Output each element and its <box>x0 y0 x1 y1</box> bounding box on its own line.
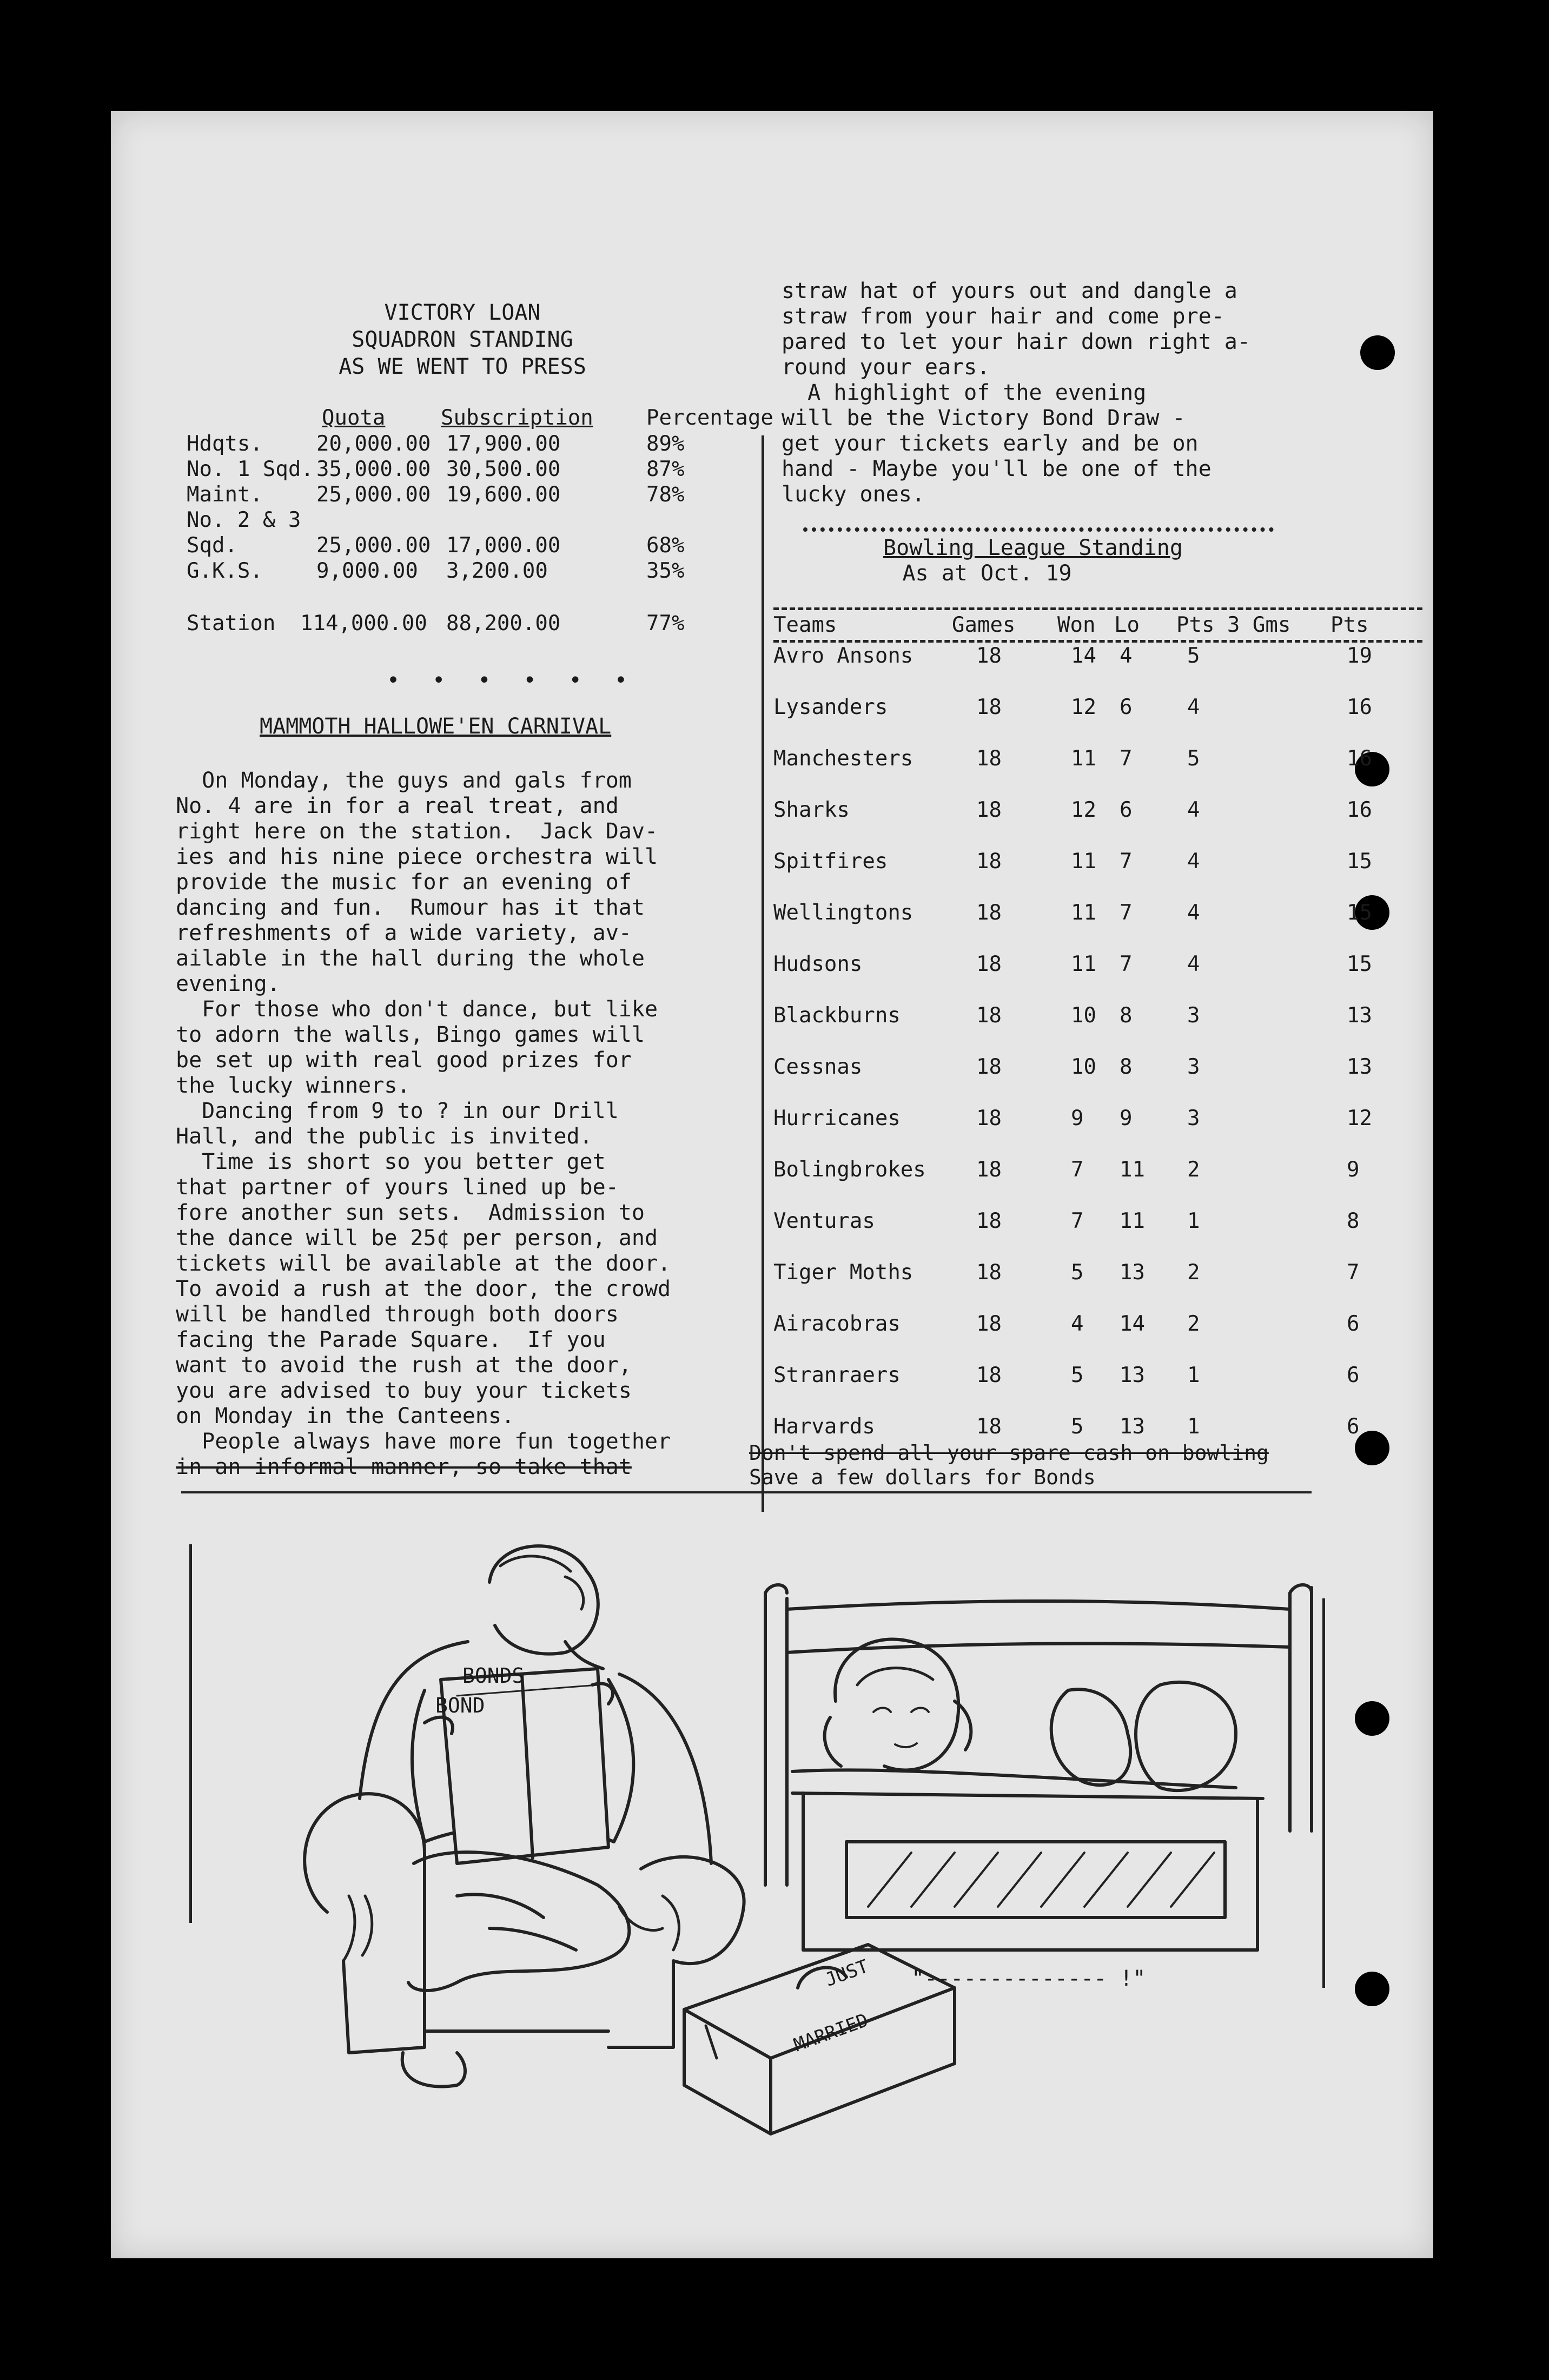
team-won: 7 <box>1071 1158 1084 1182</box>
article-line: that partner of yours lined up be- <box>176 1175 619 1200</box>
article-line: Hall, and the public is invited. <box>176 1124 593 1149</box>
team-games: 18 <box>976 1055 1002 1079</box>
team-pts3: 2 <box>1187 1260 1200 1285</box>
team-lost: 9 <box>1120 1106 1133 1130</box>
article-line: the lucky winners. <box>176 1073 411 1098</box>
loan-quota: 25,000.00 <box>316 482 431 507</box>
header-teams: Teams <box>773 613 837 637</box>
team-games: 18 <box>976 1106 1002 1130</box>
loan-unit: G.K.S. <box>187 559 263 583</box>
table-rule <box>773 607 1422 610</box>
article-line: the dance will be 25¢ per person, and <box>176 1226 658 1251</box>
team-lost: 13 <box>1120 1260 1145 1285</box>
loan-subscription: 3,200.00 <box>446 559 548 583</box>
loan-percentage: 78% <box>646 482 685 507</box>
article-line: want to avoid the rush at the door, <box>176 1353 632 1378</box>
article-line: in an informal manner, so take that <box>176 1455 632 1479</box>
team-games: 18 <box>976 1003 1002 1028</box>
article-line: to adorn the walls, Bingo games will <box>176 1022 645 1047</box>
header-quota: Quota <box>322 406 386 430</box>
team-lost: 13 <box>1120 1363 1145 1387</box>
article-line: dancing and fun. Rumour has it that <box>176 895 645 920</box>
newsletter-page <box>111 111 1433 2258</box>
team-pts: 8 <box>1347 1209 1360 1233</box>
loan-quota: 20,000.00 <box>316 432 431 456</box>
team-pts3: 4 <box>1187 695 1200 719</box>
loan-quota: 9,000.00 <box>316 559 418 583</box>
header-percentage: Percentage <box>646 406 773 430</box>
loan-percentage: 89% <box>646 432 685 456</box>
team-pts: 13 <box>1347 1003 1372 1028</box>
article-line: A highlight of the evening <box>782 380 1147 405</box>
team-lost: 7 <box>1120 746 1133 771</box>
header-won: Won <box>1057 613 1096 637</box>
team-won: 5 <box>1071 1363 1084 1387</box>
team-pts: 16 <box>1347 746 1372 771</box>
team-games: 18 <box>976 798 1002 822</box>
loan-unit: Hdqts. <box>187 432 263 456</box>
bowling-footer-line: Don't spend all your spare cash on bowling <box>749 1441 1269 1465</box>
punch-hole <box>1355 1972 1389 2006</box>
article-line: hand - Maybe you'll be one of the <box>782 457 1212 481</box>
team-pts3: 4 <box>1187 952 1200 976</box>
team-won: 11 <box>1071 849 1096 874</box>
article-line: ailable in the hall during the whole <box>176 946 645 971</box>
team-pts: 9 <box>1347 1158 1360 1182</box>
article-line: tickets will be available at the door. <box>176 1251 671 1276</box>
loan-percentage: 77% <box>646 611 685 636</box>
team-name: Wellingtons <box>773 901 913 925</box>
article-line: For those who don't dance, but like <box>176 997 658 1022</box>
loan-unit: Maint. <box>187 482 263 507</box>
article-line: On Monday, the guys and gals from <box>176 768 632 793</box>
article-line: Time is short so you better get <box>176 1149 606 1174</box>
article-line: Dancing from 9 to ? in our Drill <box>176 1099 619 1123</box>
article-line: To avoid a rush at the door, the crowd <box>176 1277 671 1301</box>
team-name: Hurricanes <box>773 1106 901 1130</box>
loan-quota: 35,000.00 <box>316 457 431 481</box>
loan-percentage: 35% <box>646 559 685 583</box>
article-line: straw from your hair and come pre- <box>782 304 1224 329</box>
team-pts: 15 <box>1347 952 1372 976</box>
team-pts3: 4 <box>1187 798 1200 822</box>
team-lost: 6 <box>1120 798 1133 822</box>
team-name: Bolingbrokes <box>773 1158 926 1182</box>
team-pts: 16 <box>1347 798 1372 822</box>
team-games: 18 <box>976 695 1002 719</box>
punch-hole <box>1355 1701 1389 1736</box>
team-won: 12 <box>1071 695 1096 719</box>
team-name: Harvards <box>773 1414 875 1439</box>
team-games: 18 <box>976 1363 1002 1387</box>
team-pts: 6 <box>1347 1414 1360 1439</box>
article-line: evening. <box>176 971 280 996</box>
column-divider <box>762 435 764 1512</box>
team-name: Avro Ansons <box>773 644 913 668</box>
loan-unit: No. 2 & 3 <box>187 508 301 532</box>
team-lost: 7 <box>1120 849 1133 874</box>
loan-subscription: 88,200.00 <box>446 611 561 636</box>
loan-unit: Sqd. <box>187 533 237 558</box>
team-pts: 15 <box>1347 901 1372 925</box>
loan-title-line: VICTORY LOAN <box>384 300 541 325</box>
loan-title-line: AS WE WENT TO PRESS <box>339 354 586 379</box>
article-line: get your tickets early and be on <box>782 431 1199 456</box>
team-pts: 12 <box>1347 1106 1372 1130</box>
cartoon-caption: "-------------- !" <box>911 1966 1146 1991</box>
team-lost: 4 <box>1120 644 1133 668</box>
team-won: 12 <box>1071 798 1096 822</box>
loan-subscription: 19,600.00 <box>446 482 561 507</box>
article-line: will be handled through both doors <box>176 1302 619 1327</box>
loan-percentage: 87% <box>646 457 685 481</box>
header-subscription: Subscription <box>441 406 593 430</box>
bowling-subtitle: As at Oct. 19 <box>902 561 1072 586</box>
cartoon-frame-left <box>189 1544 192 1923</box>
team-won: 9 <box>1071 1106 1084 1130</box>
team-games: 18 <box>976 1312 1002 1336</box>
team-lost: 11 <box>1120 1209 1145 1233</box>
team-won: 11 <box>1071 952 1096 976</box>
article-line: facing the Parade Square. If you <box>176 1327 606 1352</box>
team-lost: 8 <box>1120 1003 1133 1028</box>
team-pts3: 2 <box>1187 1158 1200 1182</box>
punch-hole <box>1355 1431 1389 1465</box>
article-line: on Monday in the Canteens. <box>176 1404 515 1429</box>
dot-separator: • • • • • • <box>387 668 637 693</box>
suitcase-text: MARRIED <box>791 2009 871 2057</box>
team-pts3: 1 <box>1187 1209 1200 1233</box>
team-pts3: 2 <box>1187 1312 1200 1336</box>
loan-unit: No. 1 Sqd. <box>187 457 314 481</box>
bowling-footer-line: Save a few dollars for Bonds <box>749 1465 1096 1489</box>
team-name: Lysanders <box>773 695 888 719</box>
section-divider <box>181 1491 1312 1493</box>
dot-separator <box>803 527 1274 532</box>
article-line: provide the music for an evening of <box>176 870 632 895</box>
header-pts3: Pts 3 Gms <box>1176 613 1291 637</box>
team-games: 18 <box>976 644 1002 668</box>
team-name: Cessnas <box>773 1055 863 1079</box>
team-lost: 13 <box>1120 1414 1145 1439</box>
team-pts3: 3 <box>1187 1106 1200 1130</box>
article-line: you are advised to buy your tickets <box>176 1378 632 1403</box>
newspaper-text: BONDS <box>462 1664 525 1688</box>
suitcase-text: JUST <box>822 1955 872 1991</box>
team-pts: 6 <box>1347 1312 1360 1336</box>
team-won: 14 <box>1071 644 1096 668</box>
punch-hole <box>1360 335 1395 370</box>
team-won: 11 <box>1071 901 1096 925</box>
article-line: pared to let your hair down right a- <box>782 329 1250 354</box>
team-name: Blackburns <box>773 1003 901 1028</box>
team-pts: 16 <box>1347 695 1372 719</box>
newspaper-text: BOND <box>435 1694 485 1717</box>
header-lost: Lo <box>1114 613 1140 637</box>
team-name: Hudsons <box>773 952 863 976</box>
team-pts: 7 <box>1347 1260 1360 1285</box>
article-line: No. 4 are in for a real treat, and <box>176 794 619 818</box>
team-games: 18 <box>976 1209 1002 1233</box>
article-line: People always have more fun together <box>176 1429 671 1454</box>
team-pts3: 5 <box>1187 746 1200 771</box>
team-lost: 7 <box>1120 901 1133 925</box>
loan-quota: 114,000.00 <box>300 611 427 636</box>
team-won: 4 <box>1071 1312 1084 1336</box>
header-pts: Pts <box>1330 613 1369 637</box>
article-line: be set up with real good prizes for <box>176 1048 632 1073</box>
team-games: 18 <box>976 901 1002 925</box>
article-line: ies and his nine piece orchestra will <box>176 844 658 869</box>
team-pts3: 3 <box>1187 1003 1200 1028</box>
team-name: Manchesters <box>773 746 913 771</box>
team-name: Stranraers <box>773 1363 901 1387</box>
team-games: 18 <box>976 746 1002 771</box>
team-pts3: 1 <box>1187 1414 1200 1439</box>
loan-percentage: 68% <box>646 533 685 558</box>
team-pts3: 5 <box>1187 644 1200 668</box>
article-line: right here on the station. Jack Dav- <box>176 819 658 844</box>
cartoon-woman-in-bed-illustration <box>749 1539 1333 1972</box>
article-line: lucky ones. <box>782 482 925 507</box>
team-name: Venturas <box>773 1209 875 1233</box>
team-name: Spitfires <box>773 849 888 874</box>
team-name: Tiger Moths <box>773 1260 913 1285</box>
team-pts: 6 <box>1347 1363 1360 1387</box>
team-pts3: 4 <box>1187 901 1200 925</box>
team-lost: 11 <box>1120 1158 1145 1182</box>
table-rule <box>773 640 1422 643</box>
team-pts3: 1 <box>1187 1363 1200 1387</box>
loan-quota: 25,000.00 <box>316 533 431 558</box>
team-games: 18 <box>976 1158 1002 1182</box>
loan-subscription: 30,500.00 <box>446 457 561 481</box>
team-won: 10 <box>1071 1055 1096 1079</box>
team-games: 18 <box>976 1414 1002 1439</box>
team-won: 5 <box>1071 1414 1084 1439</box>
article-line: refreshments of a wide variety, av- <box>176 921 632 946</box>
team-lost: 7 <box>1120 952 1133 976</box>
loan-title-line: SQUADRON STANDING <box>352 327 573 352</box>
team-pts: 13 <box>1347 1055 1372 1079</box>
team-games: 18 <box>976 952 1002 976</box>
team-pts3: 3 <box>1187 1055 1200 1079</box>
team-name: Sharks <box>773 798 850 822</box>
article-line: round your ears. <box>782 355 990 380</box>
loan-subscription: 17,900.00 <box>446 432 561 456</box>
bowling-title: Bowling League Standing <box>883 536 1183 560</box>
team-won: 11 <box>1071 746 1096 771</box>
team-pts: 19 <box>1347 644 1372 668</box>
header-games: Games <box>952 613 1016 637</box>
carnival-heading: MAMMOTH HALLOWE'EN CARNIVAL <box>260 714 612 739</box>
team-lost: 8 <box>1120 1055 1133 1079</box>
loan-subscription: 17,000.00 <box>446 533 561 558</box>
team-lost: 14 <box>1120 1312 1145 1336</box>
article-line: straw hat of yours out and dangle a <box>782 279 1237 303</box>
team-name: Airacobras <box>773 1312 901 1336</box>
team-pts3: 4 <box>1187 849 1200 874</box>
team-games: 18 <box>976 1260 1002 1285</box>
team-won: 5 <box>1071 1260 1084 1285</box>
team-pts: 15 <box>1347 849 1372 874</box>
loan-unit: Station <box>187 611 276 636</box>
team-games: 18 <box>976 849 1002 874</box>
team-won: 7 <box>1071 1209 1084 1233</box>
article-line: fore another sun sets. Admission to <box>176 1200 645 1225</box>
team-won: 10 <box>1071 1003 1096 1028</box>
team-lost: 6 <box>1120 695 1133 719</box>
article-line: will be the Victory Bond Draw - <box>782 406 1186 431</box>
